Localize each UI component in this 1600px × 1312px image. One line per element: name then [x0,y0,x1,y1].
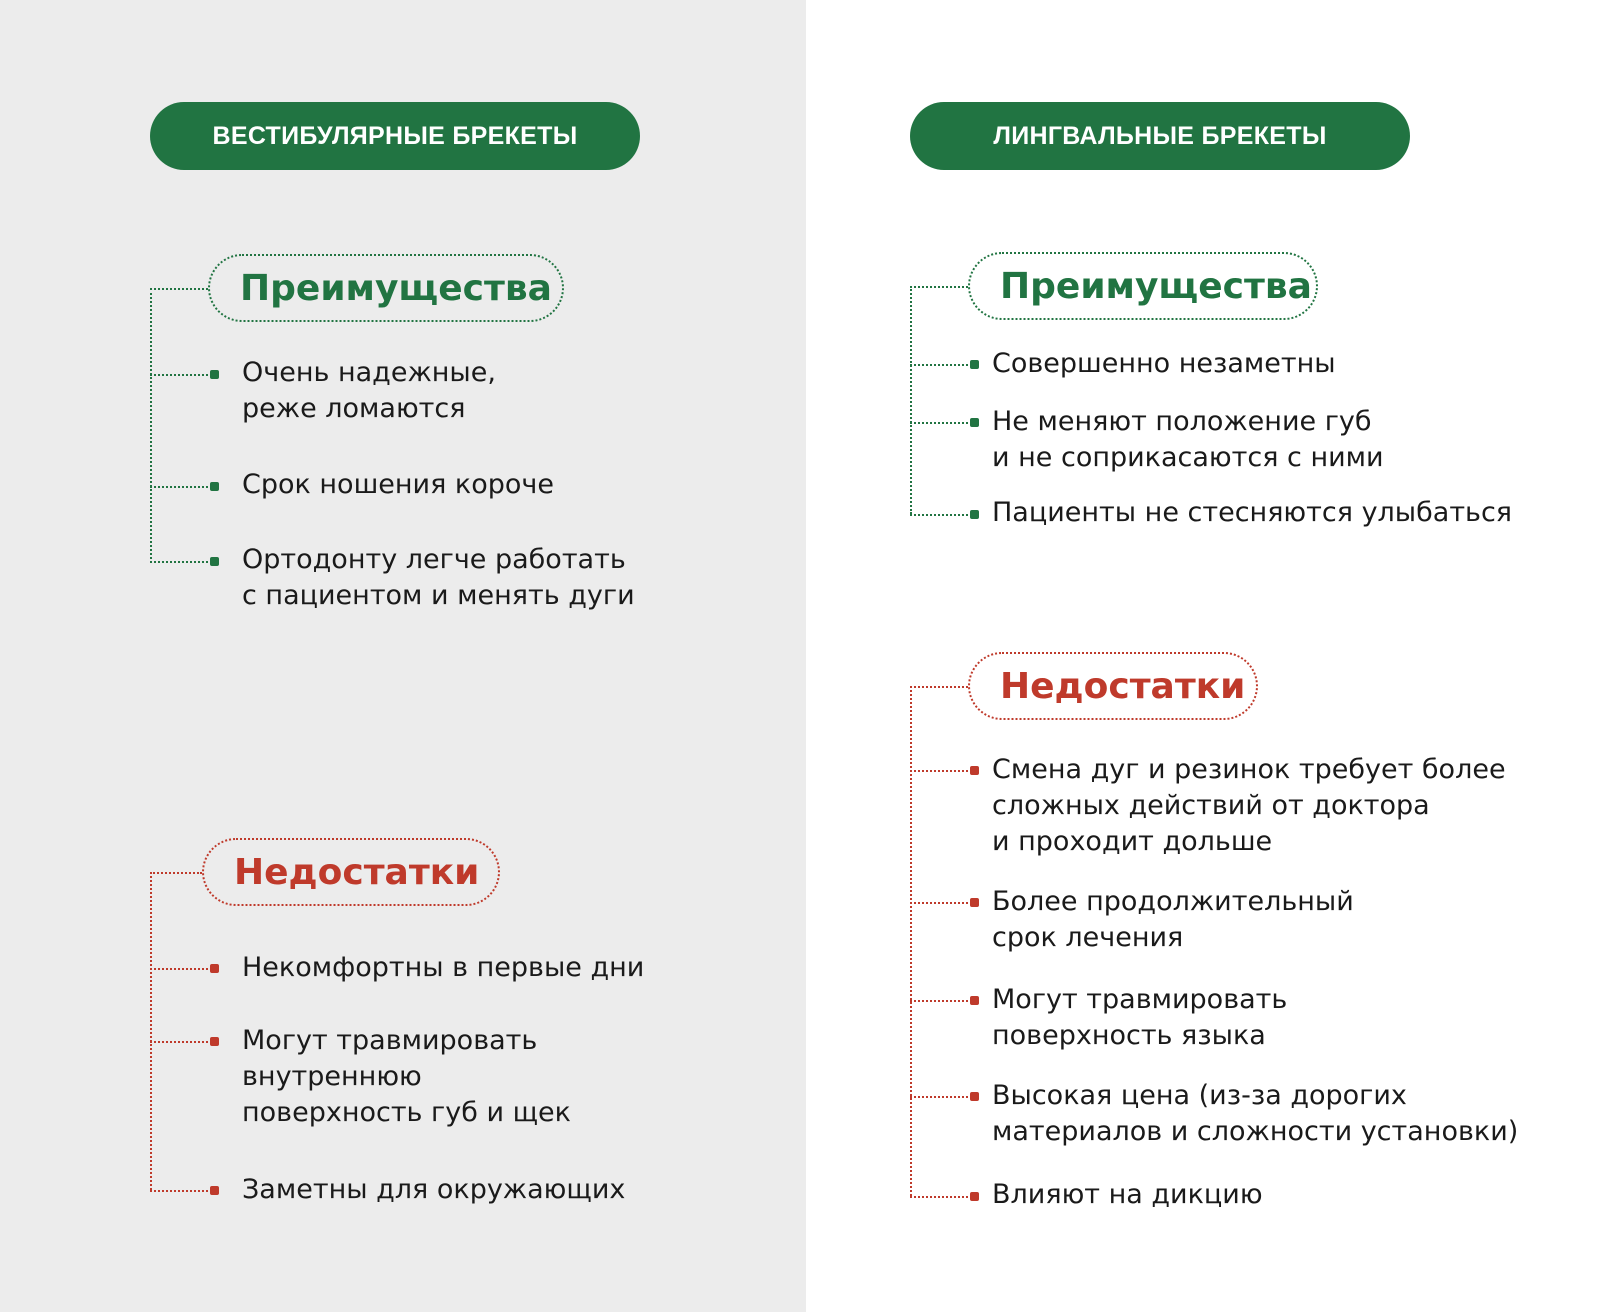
left-title-pill: ВЕСТИБУЛЯРНЫЕ БРЕКЕТЫ [150,102,640,170]
left-dis-branch-3 [150,1190,208,1192]
left-advantages-connector [150,288,152,563]
left-disadvantages-branch-top [150,872,202,874]
right-adv-bullet-3 [970,510,979,519]
right-adv-branch-1 [910,364,968,366]
right-adv-item-2: Не меняют положение губ и не соприкасаются с ними [992,406,1384,473]
right-dis-item-4: Высокая цена (из-за дорогих материалов и сложности установки) [992,1080,1519,1147]
left-advantages-branch-top [150,288,208,290]
right-dis-bullet-2 [970,898,979,907]
left-dis-bullet-3 [210,1186,219,1195]
right-dis-item-2: Более продолжительный срок лечения [992,886,1354,953]
left-dis-item-1: Некомфортны в первые дни [242,952,645,983]
right-disadvantages-label: Недостатки [968,652,1258,720]
left-adv-bullet-2 [210,482,219,491]
left-dis-branch-2 [150,1041,208,1043]
right-dis-bullet-3 [970,996,979,1005]
right-advantages-label: Преимущества [968,252,1318,320]
right-adv-bullet-1 [970,360,979,369]
left-adv-item-2: Срок ношения короче [242,469,554,500]
right-advantages-connector [910,286,912,514]
right-panel [806,0,1600,1312]
left-adv-bullet-3 [210,557,219,566]
left-dis-item-2: Могут травмировать внутреннюю поверхность губ и щек [242,1025,571,1128]
right-title-pill: ЛИНГВАЛЬНЫЕ БРЕКЕТЫ [910,102,1410,170]
left-dis-bullet-2 [210,1037,219,1046]
right-dis-bullet-5 [970,1192,979,1201]
right-adv-item-3: Пациенты не стесняются улыбаться [992,497,1513,528]
right-dis-bullet-1 [970,766,979,775]
right-dis-branch-2 [910,902,968,904]
right-dis-branch-4 [910,1096,968,1098]
left-adv-item-3: Ортодонту легче работать с пациентом и менять дуги [242,544,635,611]
right-adv-branch-3 [910,514,968,516]
left-dis-bullet-1 [210,964,219,973]
right-dis-item-3: Могут травмировать поверхность языка [992,984,1288,1051]
right-adv-branch-2 [910,422,968,424]
right-dis-item-1: Смена дуг и резинок требует более сложных действий от доктора и проходит дольше [992,754,1506,857]
left-adv-item-1: Очень надежные, реже ломаются [242,357,496,424]
left-adv-branch-1 [150,374,208,376]
left-adv-bullet-1 [210,370,219,379]
left-disadvantages-connector [150,872,152,1190]
right-dis-branch-1 [910,770,968,772]
right-adv-bullet-2 [970,418,979,427]
right-dis-branch-5 [910,1196,968,1198]
left-dis-branch-1 [150,968,208,970]
right-dis-branch-3 [910,1000,968,1002]
right-advantages-branch-top [910,286,968,288]
right-disadvantages-connector [910,686,912,1196]
left-adv-branch-3 [150,561,208,563]
right-disadvantages-branch-top [910,686,968,688]
left-advantages-label: Преимущества [208,254,564,322]
left-disadvantages-label: Недостатки [202,838,500,906]
right-dis-bullet-4 [970,1092,979,1101]
left-adv-branch-2 [150,486,208,488]
left-dis-item-3: Заметны для окружающих [242,1174,626,1205]
right-adv-item-1: Совершенно незаметны [992,348,1336,379]
right-dis-item-5: Влияют на дикцию [992,1179,1263,1210]
